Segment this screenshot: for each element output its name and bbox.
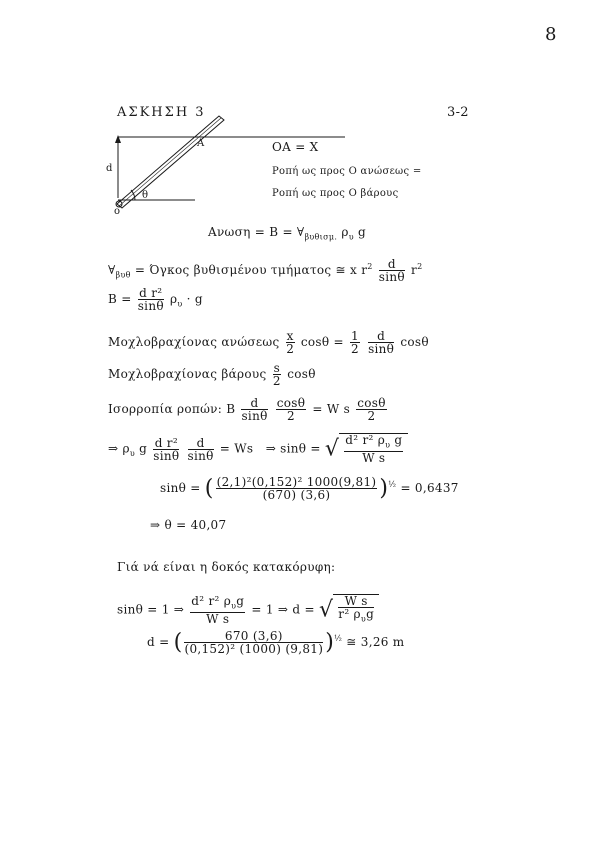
page-reference: 3-2 (447, 105, 469, 120)
moment-equilibrium: Ισορροπία ροπών: B $\frac{d}{\sin\theta}$ $\frac{\cos\theta}{2}$ = W s $\frac{\cos\theta}{2}$ (108, 396, 386, 423)
buoyancy-equation: $A\nu\omega\sigma\eta = B = \forall_{\beta\upsilon\theta\iota\sigma\mu.}$ $\rho_\upsilon$ g (208, 225, 366, 242)
depth-arrow-top (115, 135, 121, 143)
sin-theta-calculation: sinθ = ( $\frac{\text{(2,1)²(0,152)² 1000(9,81)}}{(670) (3,6)}$ )$^{\frac{1}{2}}$ = 0,6437 (160, 475, 459, 502)
volume-definition: $\forall_{\beta\upsilon\theta} = Ό\gamma\kappa o\varsigma$ βυθισμένου τμήματος ≅ x $r^2$ $\frac{d}{\sin\theta}$ $r^2$ (108, 257, 423, 284)
lever-arm-buoyancy: Μοχλοβραχίονας ανώσεως $\frac{x}{2}$ cosθ = $\frac{1}{2}$ $\frac{d}{\sin\theta}$ cosθ (108, 329, 429, 356)
moment-line-2: Ροπή ως προς O βάρους (272, 188, 399, 199)
moment-line-1: Ροπή ως προς O ανώσεως = (272, 166, 422, 177)
diagram-label-a: A (197, 138, 205, 149)
page-number: 8 (545, 24, 557, 45)
lever-arm-weight: Μοχλοβραχίονας βάρους $\frac{s}{2}$ cosθ (108, 361, 316, 388)
diagram-label-theta: θ (142, 190, 149, 201)
vertical-case-heading: Γιά νά είναι η δοκός κατακόρυφη: (117, 560, 336, 574)
diagram-label-d: d (106, 163, 113, 174)
theta-result: ⇒ θ = 40,07 (150, 518, 227, 532)
d-calculation: d = ( $\frac{670 (3,6)}{\text{(0,152)² (1000) (9,81)}}$ )$^{\frac{1}{2}}$ ≅ 3,26 m (147, 629, 405, 656)
oa-equals-x: OA = X (272, 140, 319, 154)
b-equation: B = $\frac{\text{d r²}}{\sin\theta}$ $\rho_\upsilon \cdot g$ (108, 286, 203, 313)
diagram-label-o: o (114, 206, 121, 217)
beam-centerline (119, 118, 221, 206)
exercise-heading: ΑΣΚΗΣΗ 3 (117, 105, 206, 120)
implication-line: ⇒ $\rho_\upsilon$ g $\frac{\text{d r²}}{\sin\theta}$ $\frac{d}{\sin\theta}$ = Ws ⇒ sinθ = √ $\frac{d^2 r^2 \rho_\upsilon g}{\text{W s}}$ (108, 433, 408, 464)
vertical-condition: sinθ = 1 ⇒ $\frac{d^2 r^2 \rho_\upsilon g}{\text{W s}}$ = 1 ⇒ d = √ $\frac{\text{W s}}{r^2 \rho_\upsilon g}$ (117, 594, 379, 625)
